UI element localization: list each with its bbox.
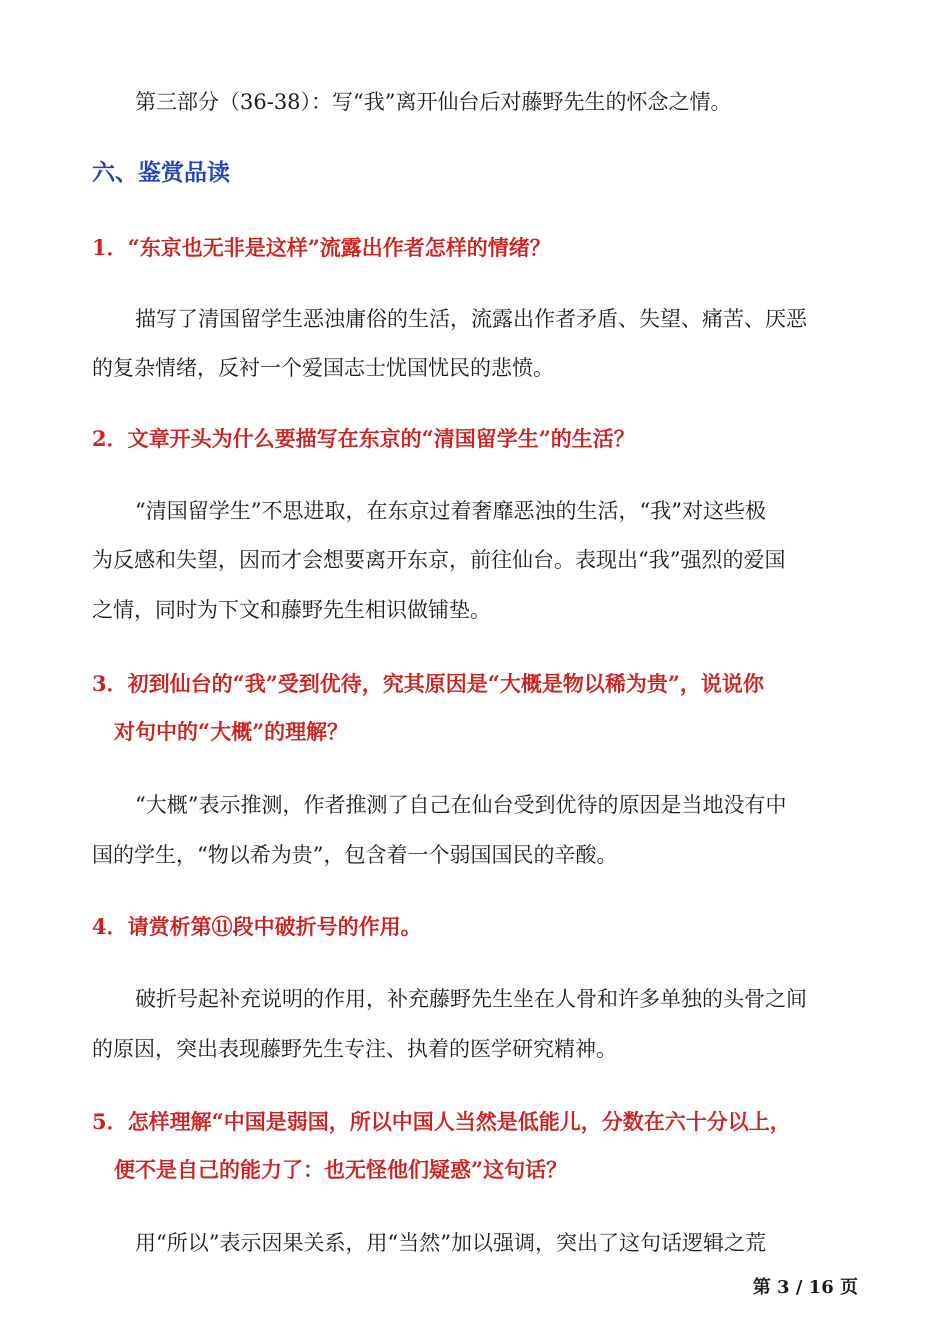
answer-3-line-2: 国的学生，“物以希为贵”，包含着一个弱国国民的辛酸。 <box>92 843 618 867</box>
answer-4-line-1: 破折号起补充说明的作用，补充藤野先生坐在人骨和许多单独的头骨之间 <box>135 987 807 1011</box>
question-5-line-2: 便不是自己的能力了：也无怪他们疑惑”这句话？ <box>114 1157 568 1182</box>
question-3-line-1: 3．初到仙台的“我”受到优待，究其原因是“大概是物以稀为贵”，说说你 <box>92 671 764 696</box>
question-5-line-1: 5．怎样理解“中国是弱国，所以中国人当然是低能儿，分数在六十分以上， <box>92 1109 791 1134</box>
section-heading-appreciation: 六、鉴赏品读 <box>92 159 230 186</box>
page-number: 第 3 / 16 页 <box>752 1277 858 1298</box>
question-3-line-2: 对句中的“大概”的理解？ <box>114 719 349 744</box>
answer-2-line-3: 之情，同时为下文和藤野先生相识做铺垫。 <box>92 598 491 622</box>
answer-3-line-1: “大概”表示推测，作者推测了自己在仙台受到优待的原因是当地没有中 <box>135 793 787 817</box>
question-2: 2．文章开头为什么要描写在东京的“清国留学生”的生活？ <box>92 426 635 451</box>
question-4: 4．请赏析第⑪段中破折号的作用。 <box>92 914 422 939</box>
answer-5-line-1: 用“所以”表示因果关系，用“当然”加以强调，突出了这句话逻辑之荒 <box>135 1231 766 1255</box>
answer-2-line-1: “清国留学生”不思进取，在东京过着奢靡恶浊的生活，“我”对这些极 <box>135 499 766 523</box>
answer-2-line-2: 为反感和失望，因而才会想要离开东京，前往仙台。表现出“我”强烈的爱国 <box>92 548 786 572</box>
answer-4-line-2: 的原因，突出表现藤野先生专注、执着的医学研究精神。 <box>92 1037 617 1061</box>
question-1: 1．“东京也无非是这样”流露出作者怎样的情绪？ <box>92 235 551 260</box>
paragraph-part-three: 第三部分（36-38）：写“我”离开仙台后对藤野先生的怀念之情。 <box>135 90 732 114</box>
answer-1-line-2: 的复杂情绪，反衬一个爱国志士忧国忧民的悲愤。 <box>92 356 554 380</box>
answer-1-line-1: 描写了清国留学生恶浊庸俗的生活，流露出作者矛盾、失望、痛苦、厌恶 <box>135 307 807 331</box>
